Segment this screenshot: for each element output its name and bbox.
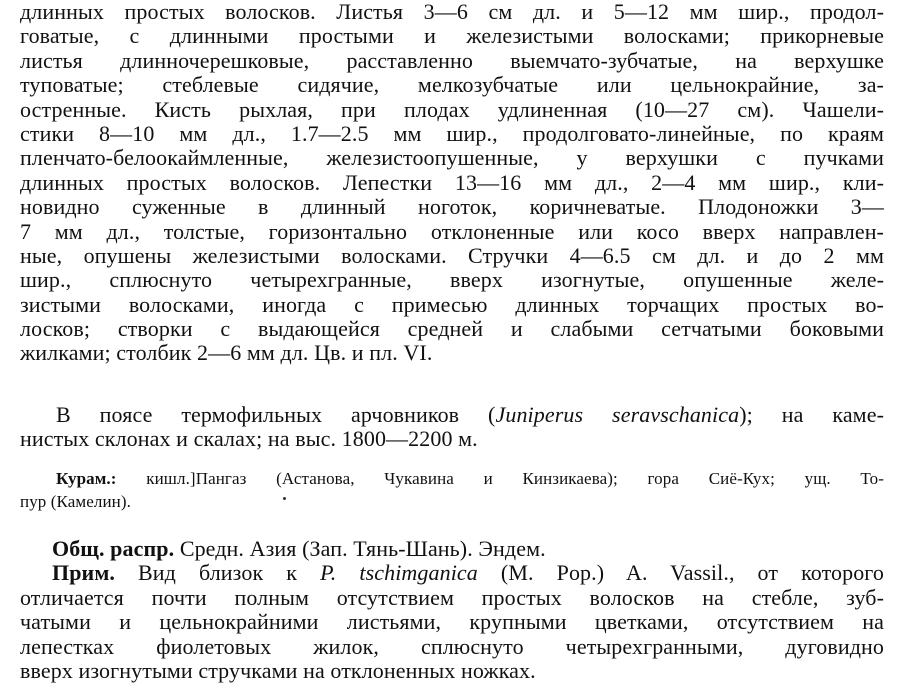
distribution-line bbox=[20, 537, 884, 561]
note-line: вверх изогнутыми стручками на отклоненных ножках. bbox=[20, 657, 536, 683]
habitat-text: ); на камe- bbox=[739, 402, 884, 427]
note-text: (M. Pop.) A. Vassil., от которого bbox=[500, 560, 884, 586]
text-line: шир., сплюснуто четырехгранные, вверх изогнутые, опушенные желе- bbox=[20, 267, 884, 293]
note-line: лепестках фиолетовых жилок, сплюснуто четырехгранными, дуговидно bbox=[20, 633, 884, 659]
distribution-text: Средн. Азия (Зап. Тянь-Шань). Эндем. bbox=[179, 536, 546, 561]
text-line: новидно суженные в длинный ноготок, коричневатые. Плодоножки 3— bbox=[20, 194, 884, 220]
habitat-paragraph bbox=[20, 403, 884, 452]
text-line: длинных простых волосков. Лепестки 13—16 мм дл., 2—4 мм шир., кли- bbox=[20, 169, 884, 195]
specimens-label: Курам.: bbox=[56, 469, 117, 488]
note-text: Вид близок к bbox=[138, 560, 298, 586]
text-line: жилками; столбик 2—6 мм дл. Цв. и пл. VI. bbox=[20, 340, 433, 366]
note-line: чатыми и цельнокрайними листьями, крупными цветками, отсутствием на bbox=[20, 609, 884, 635]
species-name: Juniperus seravschanica bbox=[495, 402, 740, 427]
specimens-paragraph bbox=[20, 467, 884, 513]
print-speck bbox=[283, 497, 286, 500]
habitat-line: нистых склонах и скалах; на выс. 1800—2200 м. bbox=[20, 426, 478, 452]
text-line: стики 8—10 мм дл., 1.7—2.5 мм шир., продолговато-линейные, по краям bbox=[20, 120, 884, 146]
text-line: ные, опушены железистыми волосками. Стручки 4—6.5 см дл. и до 2 мм bbox=[20, 242, 884, 268]
text-line: пленчато-белоокаймленные, железистоопушенные, у верхушки с пучками bbox=[20, 145, 884, 171]
specimens-line: пур (Камелин). bbox=[20, 492, 131, 511]
text-line: длинных простых волосков. Листья 3—6 см дл. и 5—12 мм шир., продол- bbox=[20, 0, 884, 24]
text-line: 7 мм дл., толстые, горизонтально отклоненные или косо вверх направлен- bbox=[20, 218, 884, 244]
text-line: листья длинночерешковые, расставленно выемчато-зубчатые, на верхушке bbox=[20, 47, 884, 73]
distribution-label: Общ. распр. bbox=[52, 536, 175, 561]
description-paragraph bbox=[20, 0, 884, 366]
text-line: зистыми волосками, иногда с примесью длинных торчащих простых во- bbox=[20, 291, 884, 317]
note-line: отличается почти полным отсутствием простых волосков на стебле, зуб- bbox=[20, 584, 884, 610]
text-line: остренные. Кисть рыхлая, при плодах удлиненная (10—27 см). Чашели- bbox=[20, 96, 884, 122]
specimens-text: кишл.]Пангаз (Астанова, Чукавина и Кинзикаева); гора Сиё-Кух; ущ. То- bbox=[146, 469, 884, 488]
species-name: P. tschimganica bbox=[320, 560, 478, 586]
specimens-line bbox=[20, 467, 884, 490]
distribution-and-note bbox=[20, 537, 884, 683]
habitat-text: В поясе термофильных арчовников ( bbox=[56, 402, 496, 427]
note-line bbox=[20, 561, 884, 585]
text-line: лосков; створки с выдающейся средней и слабыми сетчатыми боковыми bbox=[20, 316, 884, 342]
habitat-line bbox=[20, 403, 884, 427]
text-line: говатые, с длинными простыми и железистыми волосками; прикорневые bbox=[20, 23, 884, 49]
text-line: туповатые; стеблевые сидячие, мелкозубчатые или цельнокрайние, за- bbox=[20, 72, 884, 98]
note-label: Прим. bbox=[52, 560, 116, 586]
